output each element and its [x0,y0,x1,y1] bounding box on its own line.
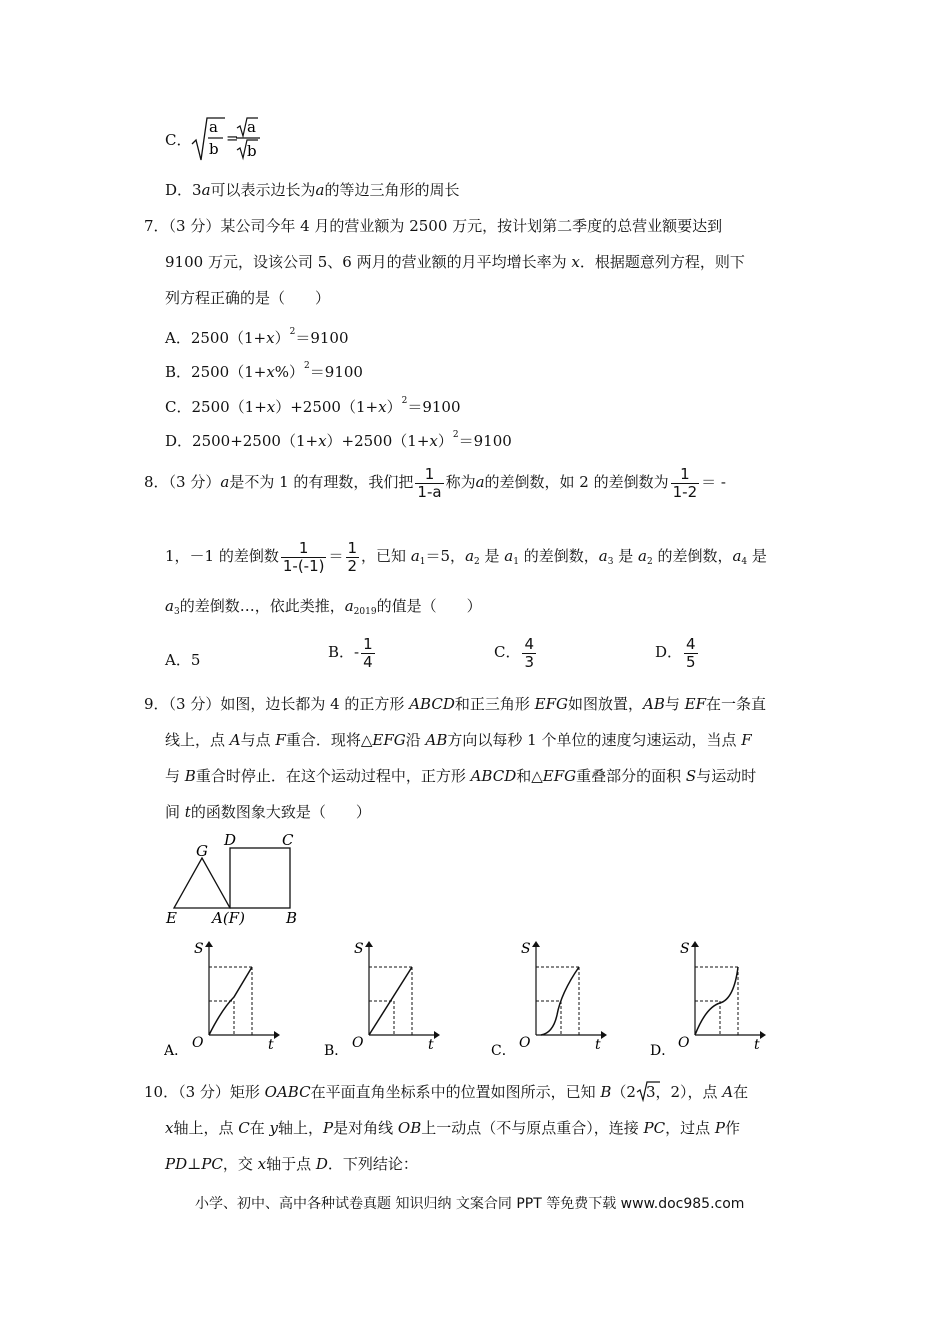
q9-line-1: 9．（3 分）如图，边长都为 4 的正方形 ABCD和正三角形 EFG如图放置，AB与 EF在一条直 [144,695,767,713]
q10-line-3: PD⊥PC，交 x轴于点 D．下列结论： [165,1155,418,1173]
q7-line-2: 9100 万元，设该公司 5、6 两月的营业额的月平均增长率为 x．根据题意列方程，则下 [165,253,745,271]
label-c: C [282,831,294,849]
q8-option-c: C． $\frac{4}{3}$ [494,635,535,671]
q9-graph-d [650,935,780,1060]
svg-text:O: O [678,1035,690,1051]
q8-option-d: D． $\frac{4}{5}$ [655,635,696,671]
q9-line-4: 间 t的函数图象大致是（ ） [165,803,371,821]
svg-text:S: S [680,941,690,957]
q8-option-a: A．5 [165,651,201,669]
var-a-2: a [247,118,256,136]
q9-figure [160,828,310,928]
svg-text:S: S [354,941,364,957]
q7-option-a: A．$2500(1+x)^2=9100$ [165,327,349,347]
fraction-1-over-2: $\frac{1}{2}$ [347,539,358,575]
q9-graph-b [324,935,454,1060]
var-b-2: b [247,142,257,160]
q8-line-1: 8．（3 分）a是不为 1 的有理数，我们把 $\frac{1}{1-a}$ 称为a的差倒数，如 2 的差倒数为 $\frac{1}{1-2}$ ＝ - [144,465,726,501]
q6-option-c-formula [190,112,270,168]
equals-sign: = [226,129,239,147]
q10-line-1: 10．（3 分）矩形 OABC在平面直角坐标系中的位置如图所示，已知 B（2 3，2），点 A在 [144,1083,749,1101]
graph-label-c: C． [491,1043,516,1059]
option-label: C． [165,131,192,149]
q9-line-3: 与 B重合时停止．在这个运动过程中，正方形 ABCD和△EFG重叠部分的面积 S与运动时 [165,767,757,785]
svg-text:O: O [519,1035,531,1051]
svg-text:t: t [428,1037,434,1053]
label-e: E [166,909,177,927]
fraction-1-over-1-minus-neg1: $\frac{1}{1-(-1)}$ [282,539,325,575]
q7-option-c: C．$2500(1+x)+2500(1+x)^2=9100$ [165,396,461,416]
svg-text:S: S [521,941,531,957]
square-abcd [230,848,290,908]
q6-option-c [165,130,191,150]
q10-line-2: x轴上，点 C在 y轴上，P是对角线 OB上一动点（不与原点重合），连接 PC，过点 P作 [165,1119,740,1137]
q7-option-b: B．$2500(1+x\%)^2=9100$ [165,361,363,381]
svg-text:t: t [595,1037,601,1053]
q6-option-d: D．3a可以表示边长为a的等边三角形的周长 [165,181,460,199]
label-g: G [196,842,208,860]
graph-label-b: B． [324,1043,349,1059]
sqrt-3: 3 [636,1082,656,1102]
q9-line-2: 线上，点 A与点 F重合．现将△EFG沿 AB方向以每秒 1 个单位的速度匀速运动，当点 F [165,731,752,749]
q7-line-3: 列方程正确的是（ ） [165,289,331,307]
var-a: a [209,118,218,136]
svg-text:S: S [194,941,204,957]
q9-graph-a [164,935,294,1060]
q7-line-1: 7．（3 分）某公司今年 4 月的营业额为 2500 万元，按计划第二季度的总营业额要达到 [144,217,723,235]
graph-label-d: D． [650,1043,676,1059]
label-b: B [286,909,298,927]
label-d: D [224,831,237,849]
q9-graph-c [491,935,621,1060]
svg-text:O: O [352,1035,364,1051]
fraction-1-over-1-2: $\frac{1}{1-2}$ [672,465,698,501]
graph-label-a: A． [164,1043,189,1059]
triangle-efg [174,858,230,908]
svg-text:t: t [754,1037,760,1053]
svg-text:t: t [268,1037,274,1053]
page-footer: 小学、初中、高中各种试卷真题 知识归纳 文案合同 PPT 等免费下载 www.doc985.com [195,1196,745,1212]
var-b: b [209,140,219,158]
fraction-1-over-1-a: $\frac{1}{1-a}$ [417,465,442,501]
q7-option-d: D．$2500+2500(1+x)+2500(1+x)^2=9100$ [165,430,512,450]
q8-option-b: B．- $\frac{1}{4}$ [328,635,373,671]
q8-line-3: $a_3$的差倒数…，依此类推，$a_{2019}$的值是（ ） [165,597,482,617]
label-af: A(F) [212,909,245,927]
svg-text:O: O [192,1035,204,1051]
q8-line-2: 1，－1 的差倒数 $\frac{1}{1-(-1)}$ ＝ $\frac{1}{2}$ ，已知 $a_1=5$，$a_2$ 是 $a_1$ 的差倒数，$a_3$ 是 $a_2$ 的差倒数，$a_4$ 是 [165,539,767,575]
